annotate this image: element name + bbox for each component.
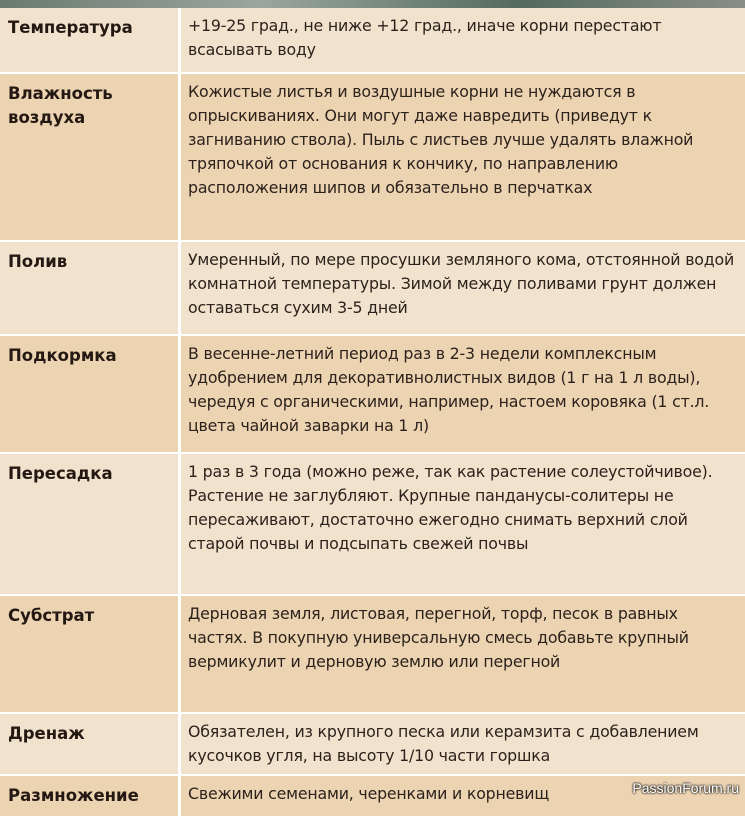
row-text: В весенне-летний период раз в 2-3 недели комплексным удобрением для декоративнолистных видов (1 г на 1 л воды), чередуя с органическими, например, настоем коровяка (1 ст.л. цвета чайной заварки на 1 л) — [188, 344, 710, 435]
table-row-watering — [0, 242, 745, 336]
table-row-humidity — [0, 74, 745, 242]
top-photo-strip — [0, 0, 745, 8]
care-table — [0, 8, 745, 805]
table-row-temperature — [0, 8, 745, 74]
column-divider — [178, 74, 181, 240]
table-row-transplanting — [0, 454, 745, 596]
row-label: Дренаж — [8, 724, 85, 743]
table-row-feeding — [0, 336, 745, 454]
table-row-substrate — [0, 596, 745, 714]
row-label: Влажность воздуха — [8, 84, 113, 127]
row-label: Подкормка — [8, 346, 117, 365]
column-divider — [178, 596, 181, 712]
column-divider — [178, 336, 181, 452]
row-text: Обязателен, из крупного песка или керамзита с добавлением кусочков угля, на высоту 1/10 части горшка — [188, 722, 699, 765]
row-text: Дерновая земля, листовая, перегной, торф, песок в равных частях. В покупную универсальную смесь добавьте крупный вермикулит и дерновую землю или перегной — [188, 604, 689, 671]
row-text: 1 раз в 3 года (можно реже, так как растение солеустойчивое). Растение не заглубляют. Крупные панданусы-солитеры не пересаживают, достаточно ежегодно снимать верхний слой старой почвы и подсыпать свежей почвы — [188, 462, 713, 553]
table-row-drainage — [0, 714, 745, 776]
column-divider — [178, 8, 181, 72]
column-divider — [178, 714, 181, 774]
row-text: Кожистые листья и воздушные корни не нуждаются в опрыскиваниях. Они могут даже навредить (приведут к загниванию ствола). Пыль с листьев лучше удалять влажной тряпочкой от основания к кончику, по направлению расположения шипов и обязательно в перчатках — [188, 82, 694, 197]
column-divider — [178, 454, 181, 594]
row-label: Размножение — [8, 786, 139, 805]
row-text: +19-25 град., не ниже +12 град., иначе корни перестают всасывать воду — [188, 16, 662, 59]
column-divider — [178, 242, 181, 334]
row-label: Пересадка — [8, 464, 113, 483]
row-label: Субстрат — [8, 606, 95, 625]
column-divider — [178, 776, 181, 816]
row-label: Полив — [8, 252, 68, 271]
site-watermark: PassionForum.ru — [632, 780, 739, 796]
row-label: Температура — [8, 18, 133, 37]
row-text: Свежими семенами, черенками и корневищ — [188, 784, 550, 803]
row-text: Умеренный, по мере просушки земляного кома, отстоянной водой комнатной температуры. Зимой между поливами грунт должен оставаться сухим 3-5 дней — [188, 250, 735, 317]
